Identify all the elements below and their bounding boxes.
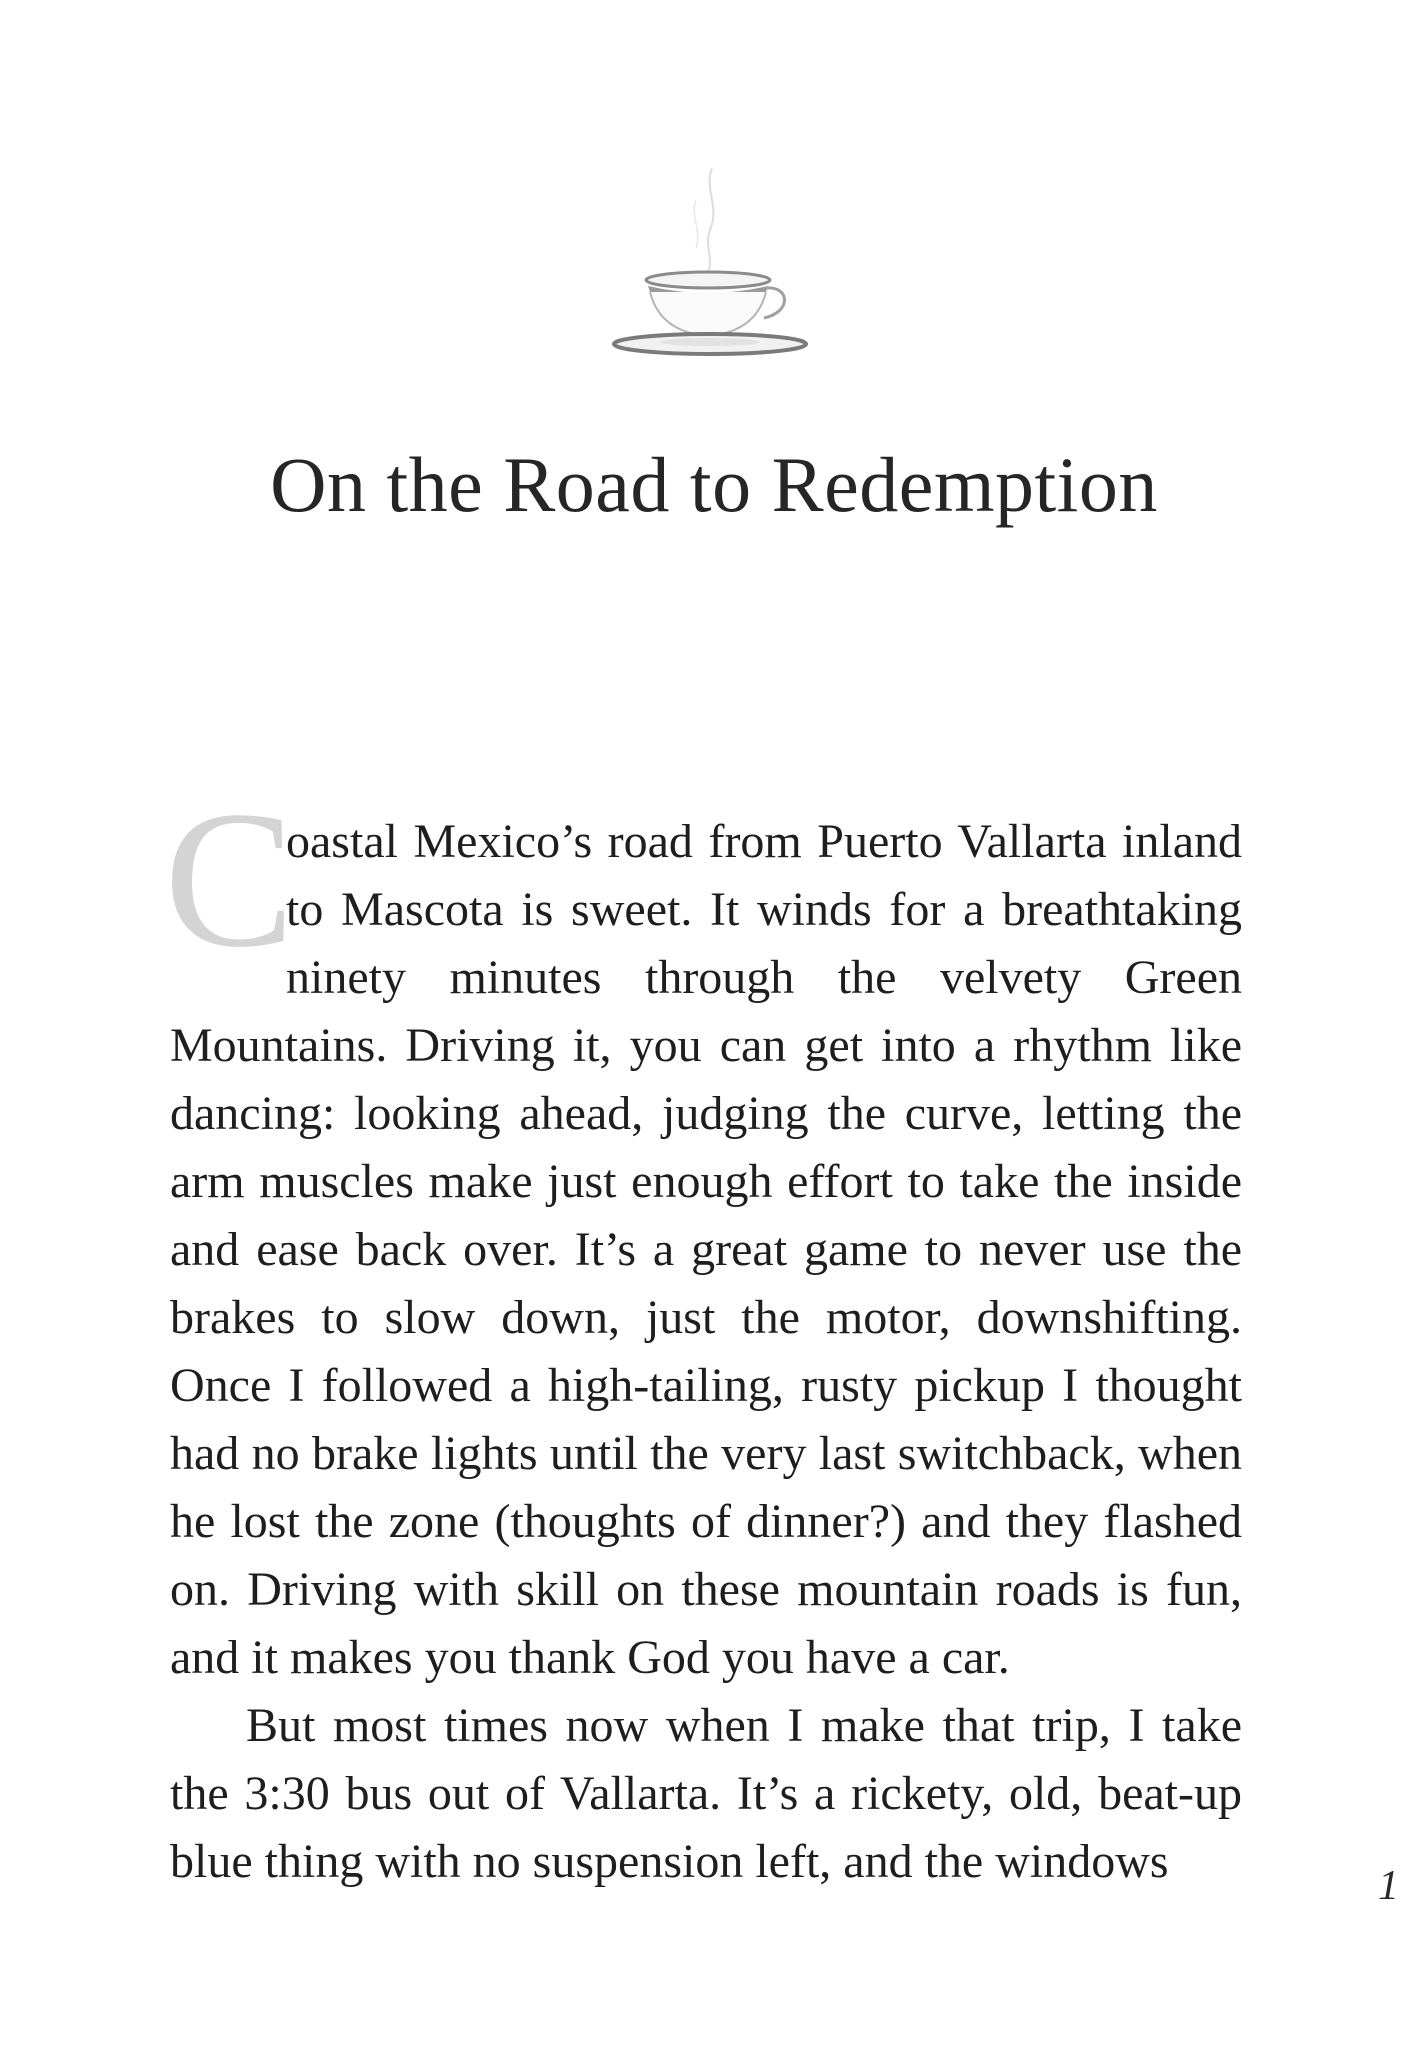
drop-cap <box>164 771 295 988</box>
drop-cap-letter: C <box>164 771 295 988</box>
paragraph-1: oastal Mexico’s road from Puerto Vallarta inland to Mascota is sweet. It winds for a breathtaking ninety minutes through the velvety Green Mountains. Driving it, you can get into a rhythm like dancing: looking ahead, judging the curve, letting the arm muscles make just enough effort to take the inside and ease back over. It’s a great game to never use the brakes to slow down, just the motor, downshifting. Once I followed a high-tailing, rusty pickup I thought had no brake lights until the very last switchback, when he lost the zone (thoughts of dinner?) and they flashed on. Driving with skill on these mountain roads is fun, and it makes you thank God you have a car. <box>170 815 1242 1684</box>
page-number: 1 <box>1378 1863 1399 1909</box>
teacup-icon <box>600 160 820 360</box>
body-text <box>164 771 1242 1896</box>
first-paragraph <box>164 771 1242 1692</box>
paragraph-2: But most times now when I make that trip, I take the 3:30 bus out of Vallarta. It’s a rickety, old, beat-up blue thing with no suspension left, and the windows <box>170 1699 1242 1888</box>
chapter-title: On the Road to Redemption <box>270 441 1158 528</box>
